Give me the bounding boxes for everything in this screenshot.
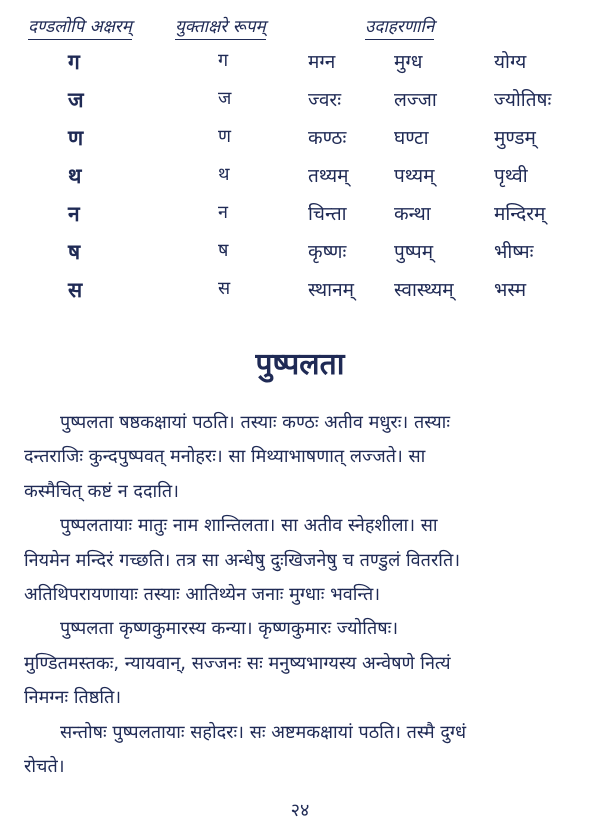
header-udaharanani: उदाहरणानि [365,14,434,40]
example-word: मन्दिरम् [494,203,546,225]
paragraph-line: दन्तराजिः कुन्दपुष्पवत् मनोहरः। सा मिथ्याभाषणात् लज्जते। सा [24,446,426,468]
full-letter: थ [68,164,82,188]
half-letter: ष [218,240,229,261]
full-letter: स [68,278,83,302]
example-word: मुग्ध [394,51,423,73]
example-word: कृष्णः [308,241,347,263]
lesson-title: पुष्पलता [255,347,345,382]
example-word: भस्म [494,279,527,301]
half-letter: स [218,278,231,299]
example-word: कन्था [394,203,431,225]
example-word: घण्टा [394,127,429,149]
header-yuktakshare: युक्ताक्षरे रूपम् [175,14,266,40]
example-word: मग्न [308,51,336,73]
paragraph-line: पुष्पलता षष्ठकक्षायां पठति। तस्याः कण्ठः अतीव मधुरः। तस्याः [60,412,450,433]
example-word: लज्जा [394,89,437,111]
example-word: स्वास्थ्यम् [394,279,454,301]
page-number: २४ [290,800,310,821]
conjunct-row [0,276,600,314]
paragraph-line: पुष्पलतायाः मातुः नाम शान्तिलता। सा अतीव स्नेहशीला। सा [60,515,438,537]
paragraph-line: रोचते। [24,756,65,777]
paragraph-line: पुष्पलता कृष्णकुमारस्य कन्या। कृष्णकुमारः ज्योतिषः। [60,618,399,640]
example-word: ज्योतिषः [494,89,552,111]
example-word: तथ्यम् [308,165,349,187]
half-letter: ग [218,50,229,71]
half-letter: ण [218,126,232,147]
half-letter: थ [218,164,230,185]
paragraph-line: नियमेन मन्दिरं गच्छति। तत्र सा अन्धेषु दुःखिजनेषु च तण्डुलं वितरति। [24,549,461,571]
conjunct-row [0,200,600,238]
paragraph-line: निमग्नः तिष्ठति। [24,687,122,709]
full-letter: न [68,202,80,226]
example-word: भीष्मः [494,241,534,263]
example-word: कण्ठः [308,127,347,149]
conjunct-row [0,86,600,124]
example-word: चिन्ता [308,203,347,225]
paragraph-line: मुण्डितमस्तकः, न्यायवान्, सज्जनः सः मनुष्यभाग्यस्य अन्वेषणे नित्यं [24,652,451,674]
example-word: मुण्डम् [494,127,536,149]
example-word: ज्वरः [308,89,342,111]
conjunct-row [0,124,600,162]
half-letter: ज [218,88,232,109]
full-letter: ग [68,50,80,74]
paragraph-line: कस्मैचित् कष्टं न ददाति। [24,480,179,502]
example-word: पथ्यम् [394,165,435,187]
paragraph-line: सन्तोषः पुष्पलतायाः सहोदरः। सः अष्टमकक्षायां पठति। तस्मै दुग्धं [60,721,467,743]
full-letter: ण [68,126,84,150]
example-word: पृथ्वी [494,165,528,187]
conjunct-row [0,162,600,200]
conjunct-row [0,48,600,86]
example-word: पुष्पम् [394,241,434,263]
header-dandalopi: दण्डलोपि अक्षरम् [28,14,132,40]
conjunct-row [0,238,600,276]
full-letter: ज [68,88,84,112]
example-word: योग्य [494,51,527,73]
example-word: स्थानम् [308,279,354,301]
half-letter: न [218,202,228,223]
full-letter: ष [68,240,81,264]
paragraph-line: अतिथिपरायणायाः तस्याः आतिथ्येन जनाः मुग्धाः भवन्ति। [24,584,381,605]
